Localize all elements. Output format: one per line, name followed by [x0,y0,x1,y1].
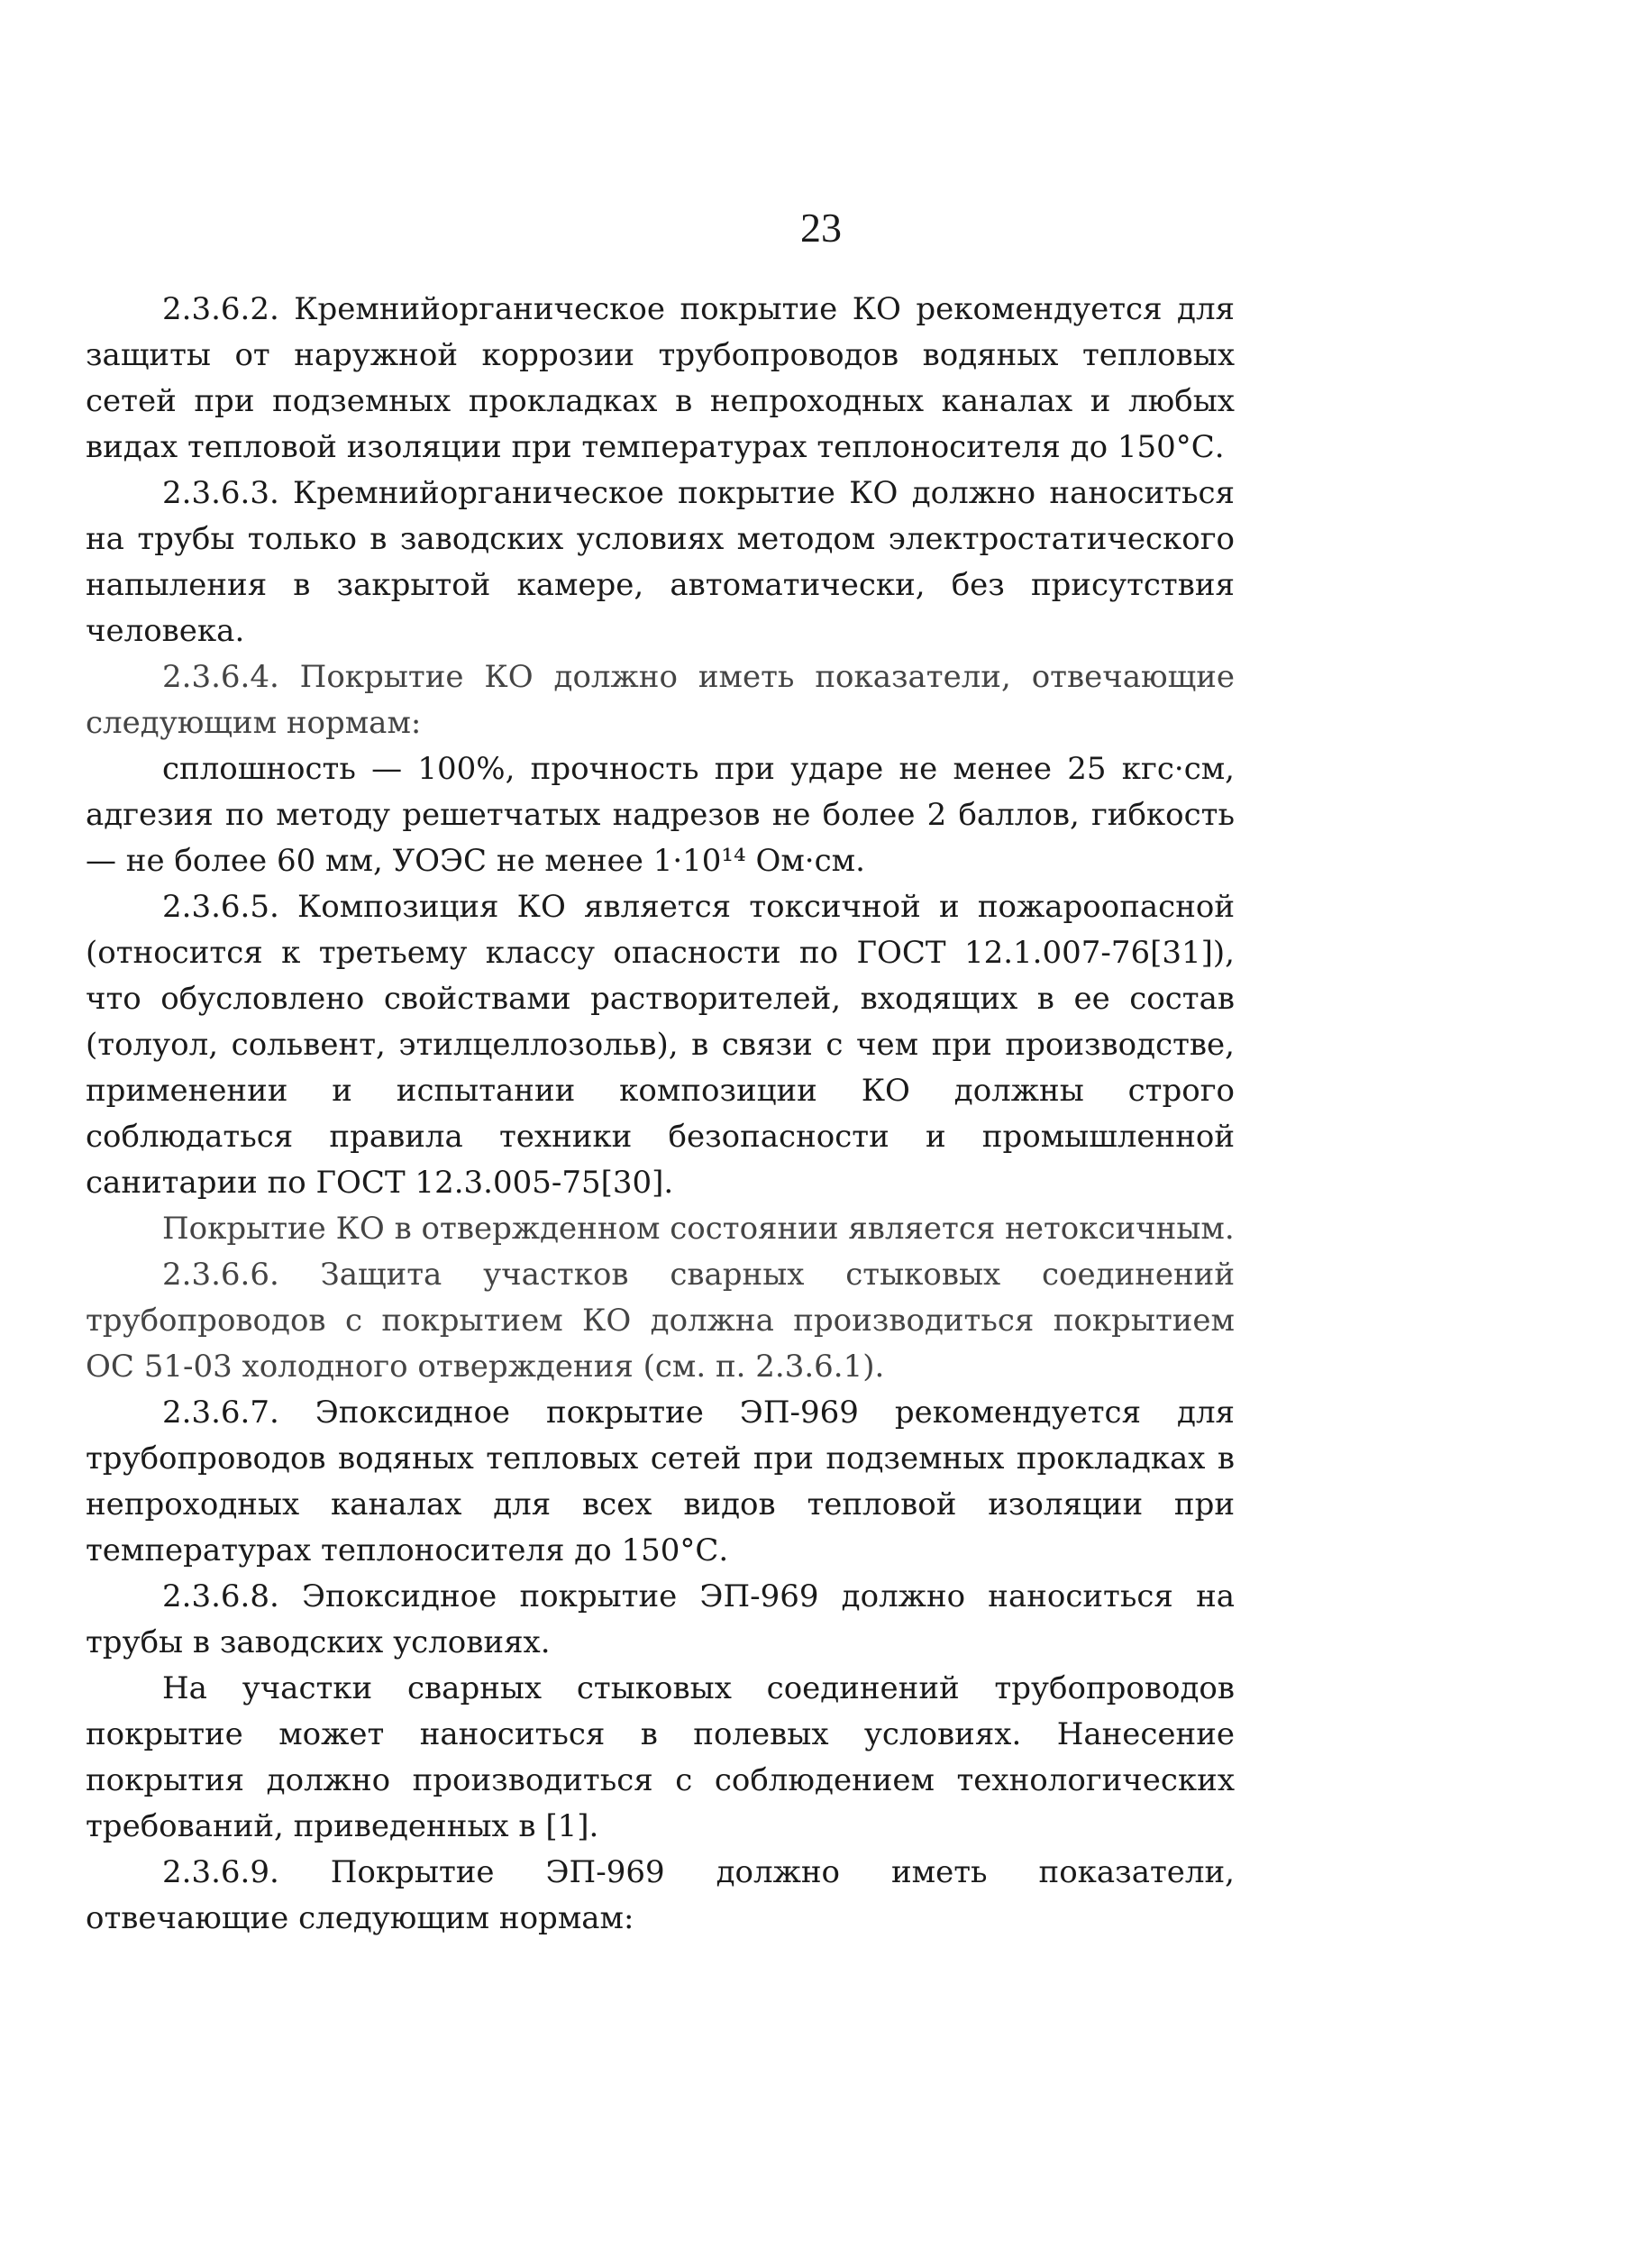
paragraph-field-conditions: На участки сварных стыковых соединений трубопроводов покрытие может наноситься в полевых условиях. Нанесение покрытия должно производиться с соблюдением технологических требований, приведенных в [1]. [86,1670,1235,1844]
paragraph-2-3-6-8: 2.3.6.8. Эпоксидное покрытие ЭП-969 должно наноситься на трубы в заводских условиях. [86,1578,1235,1660]
paragraph-nontoxic: Покрытие КО в отвержденном состоянии является нетоксичным. [162,1211,1235,1247]
paragraph-2-3-6-3: 2.3.6.3. Кремнийорганическое покрытие КО должно наноситься на трубы только в заводских условиях методом электростатического напыления в закрытой камере, автоматически, без присутствия человека. [86,475,1235,649]
paragraph-2-3-6-7: 2.3.6.7. Эпоксидное покрытие ЭП-969 рекомендуется для трубопроводов водяных тепловых сетей при подземных прокладках в непроходных каналах для всех видов тепловой изоляции при температурах теплоносителя до 150°С. [86,1395,1235,1568]
paragraph-2-3-6-2: 2.3.6.2. Кремнийорганическое покрытие КО рекомендуется для защиты от наружной коррозии трубопроводов водяных тепловых сетей при подземных прокладках в непроходных каналах и любых видах тепловой изоляции при температурах теплоносителя до 150°С. [86,291,1235,465]
paragraph-2-3-6-6: 2.3.6.6. Защита участков сварных стыковых соединений трубопроводов с покрытием КО должна производиться покрытием ОС 51-03 холодного отверждения (см. п. 2.3.6.1). [86,1257,1235,1385]
body-text [86,287,1235,1942]
paragraph-norms-ko: сплошность — 100%, прочность при ударе не менее 25 кгс·см, адгезия по методу решетчатых надрезов не более 2 баллов, гибкость — не более 60 мм, УОЭС не менее 1·10¹⁴ Ом·см. [86,751,1235,879]
page-number: 23 [800,205,842,251]
paragraph-2-3-6-4: 2.3.6.4. Покрытие КО должно иметь показатели, отвечающие следующим нормам: [86,659,1235,741]
paragraph-2-3-6-5: 2.3.6.5. Композиция КО является токсичной и пожароопасной (относится к третьему классу опасности по ГОСТ 12.1.007-76[31]), что обусловлено свойствами растворителей, входящих в ее состав (толуол, сольвент, этилцеллозольв), в связи с чем при производстве, применении и испытании композиции КО должны строго соблюдаться правила техники безопасности и промышленной санитарии по ГОСТ 12.3.005-75[30]. [86,889,1235,1201]
paragraph-2-3-6-9: 2.3.6.9. Покрытие ЭП-969 должно иметь показатели, отвечающие следующим нормам: [86,1854,1235,1936]
